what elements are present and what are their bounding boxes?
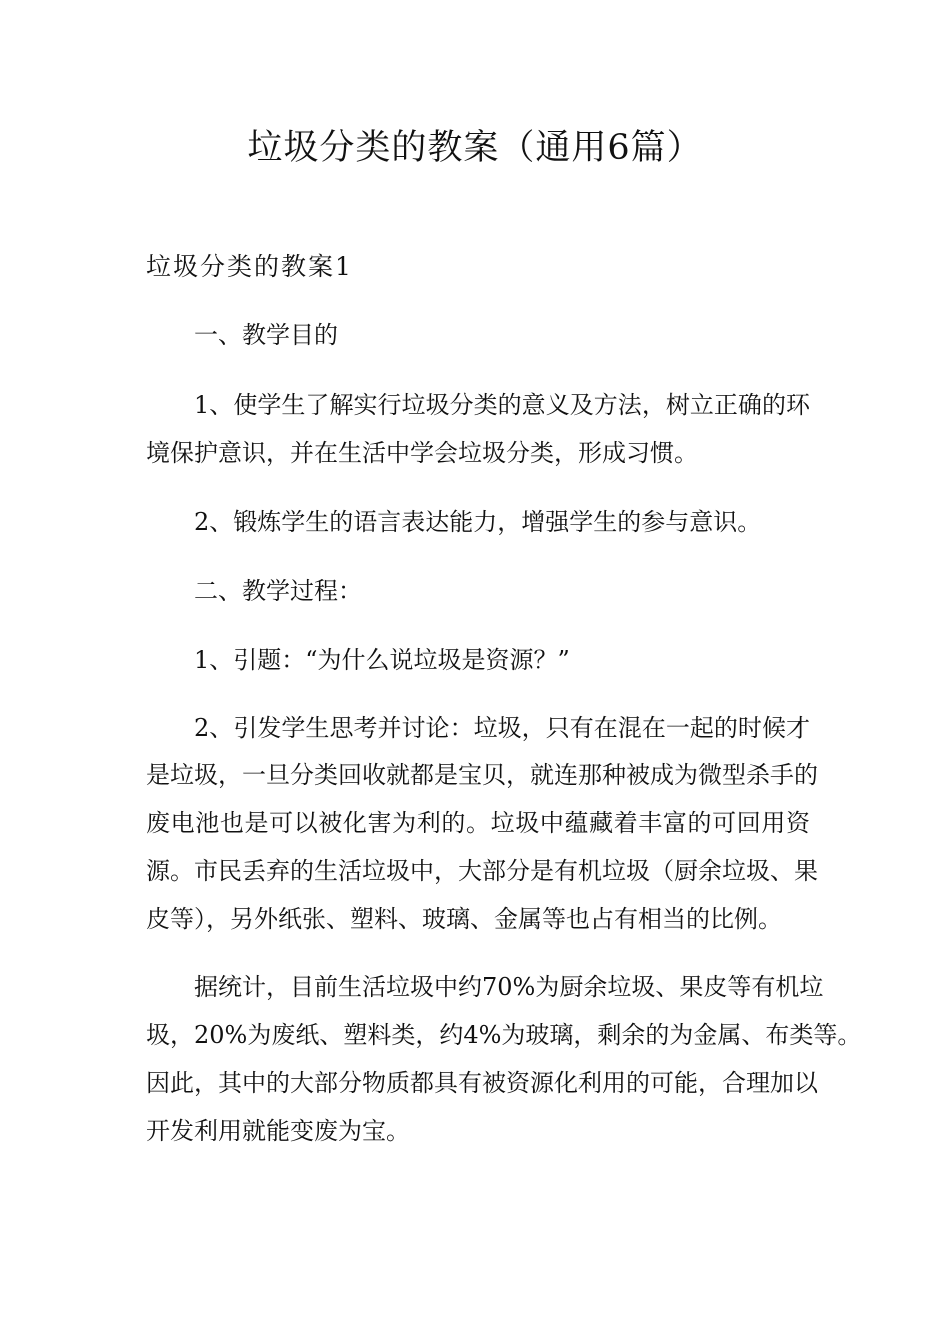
statistics-line-3: 因此，其中的大部分物质都具有被资源化利用的可能，合理加以 [146,1069,818,1097]
heading-teaching-goals: 一、教学目的 [194,321,338,349]
process-step-2-line-3: 废电池也是可以被化害为利的。垃圾中蕴藏着丰富的可回用资 [146,809,810,837]
process-step-2-line-4: 源。市民丢弃的生活垃圾中，大部分是有机垃圾（厨余垃圾、果 [146,857,818,885]
process-step-2-line-1: 2、引发学生思考并讨论：垃圾，只有在混在一起的时候才 [194,714,810,742]
goal-1-line-1: 1、使学生了解实行垃圾分类的意义及方法，树立正确的环 [194,391,810,419]
statistics-line-1: 据统计，目前生活垃圾中约70%为厨余垃圾、果皮等有机垃 [194,973,824,1001]
statistics-line-4: 开发利用就能变废为宝。 [146,1117,410,1145]
document-title: 垃圾分类的教案（通用6篇） [247,128,703,168]
process-step-2-line-2: 是垃圾，一旦分类回收就都是宝贝，就连那种被成为微型杀手的 [146,761,818,789]
process-step-1: 1、引题：“为什么说垃圾是资源？” [194,646,570,674]
heading-teaching-process: 二、教学过程： [194,577,362,605]
goal-1-line-2: 境保护意识，并在生活中学会垃圾分类，形成习惯。 [146,439,698,467]
statistics-line-2: 圾，20%为废纸、塑料类，约4%为玻璃，剩余的为金属、布类等。 [146,1021,862,1049]
goal-2-line: 2、锻炼学生的语言表达能力，增强学生的参与意识。 [194,508,762,536]
process-step-2-line-5: 皮等），另外纸张、塑料、玻璃、金属等也占有相当的比例。 [146,905,782,933]
section-heading: 垃圾分类的教案1 [146,252,353,281]
